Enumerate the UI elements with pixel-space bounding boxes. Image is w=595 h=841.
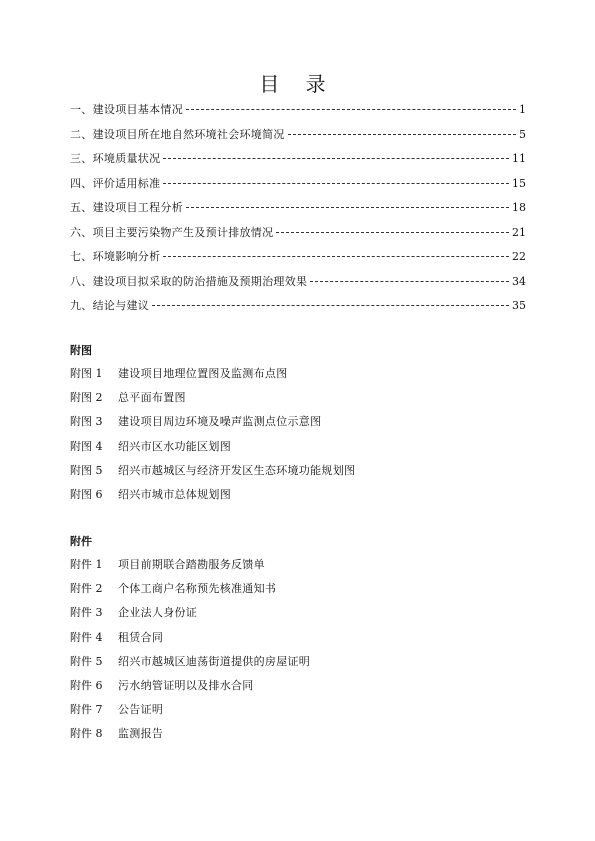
attachment-text: 企业法人身份证 [118,606,198,620]
toc-entry-text: 四、评价适用标准 [70,176,161,190]
toc-leader [152,305,509,306]
toc-entry[interactable] [70,98,526,123]
figure-label: 附图 5 [70,463,103,477]
list-item [70,553,526,577]
toc-entry-text: 一、建设项目基本情况 [70,103,183,116]
toc-entry-text: 九、结论与建议 [70,299,150,312]
attachment-text: 监测报告 [118,727,164,741]
attachment-text: 项目前期联合踏勘服务反馈单 [118,558,265,571]
toc-entry-text: 七、环境影响分析 [70,250,161,263]
attachments-heading: 附件 [70,535,92,548]
figure-label: 附图 6 [70,487,103,501]
table-of-contents [70,98,526,319]
figure-label: 附图 2 [70,391,103,405]
toc-entry-page: 5 [519,127,526,141]
toc-leader [163,158,509,159]
attachment-label: 附件 6 [70,678,103,692]
figure-text: 绍兴市城市总体规划图 [118,487,231,501]
toc-entry[interactable] [70,270,526,295]
toc-leader [310,281,509,282]
toc-entry[interactable] [70,294,526,319]
list-item [70,362,526,386]
toc-entry-text: 八、建设项目拟采取的防治措施及预期治理效果 [70,274,308,288]
list-item [70,626,526,650]
toc-leader [276,232,509,233]
list-item [70,435,526,459]
toc-entry[interactable] [70,147,526,172]
attachment-label: 附件 7 [70,703,103,717]
list-item [70,601,526,625]
attachment-label: 附件 1 [70,558,103,571]
toc-entry-text: 六、项目主要污染物产生及预计排放情况 [70,225,274,239]
figure-text: 建设项目地理位置图及监测布点图 [118,367,288,380]
toc-entry[interactable] [70,172,526,197]
attachment-text: 污水纳管证明以及排水合同 [118,678,254,692]
figure-label: 附图 3 [70,415,103,429]
attachment-label: 附件 4 [70,630,103,644]
figure-label: 附图 1 [70,367,103,380]
list-item [70,483,526,507]
toc-entry-text: 五、建设项目工程分析 [70,201,183,214]
list-item [70,722,526,746]
toc-leader [163,256,509,257]
toc-entry-page: 1 [519,103,526,116]
toc-leader [186,207,509,208]
attachment-text: 公告证明 [118,703,164,717]
toc-entry[interactable] [70,196,526,221]
toc-leader [186,109,516,110]
attachments-list [70,553,526,747]
toc-entry-page: 15 [512,176,526,190]
figure-label: 附图 4 [70,439,103,453]
toc-entry-page: 22 [512,250,526,263]
figure-text: 绍兴市区水功能区划图 [118,439,231,453]
toc-entry-page: 21 [512,225,526,239]
figures-heading: 附图 [70,344,92,357]
attachment-label: 附件 3 [70,606,103,620]
figure-text: 绍兴市越城区与经济开发区生态环境功能规划图 [118,463,356,477]
attachment-label: 附件 2 [70,582,103,596]
toc-leader [288,134,516,135]
list-item [70,674,526,698]
attachment-label: 附件 8 [70,727,103,741]
figure-text: 建设项目周边环境及噪声监测点位示意图 [118,415,322,429]
figures-list [70,362,526,507]
toc-entry[interactable] [70,123,526,148]
toc-entry[interactable] [70,221,526,246]
list-item [70,698,526,722]
attachment-label: 附件 5 [70,654,103,668]
list-item [70,459,526,483]
attachment-text: 租赁合同 [118,630,164,644]
toc-entry-page: 35 [512,299,526,312]
toc-entry[interactable] [70,245,526,270]
toc-entry-page: 34 [512,274,526,288]
list-item [70,650,526,674]
list-item [70,410,526,434]
attachment-text: 个体工商户名称预先核准通知书 [118,582,277,596]
toc-entry-page: 18 [512,201,526,214]
attachment-text: 绍兴市越城区迪荡街道提供的房屋证明 [118,654,311,668]
toc-entry-text: 三、环境质量状况 [70,152,161,165]
toc-entry-text: 二、建设项目所在地自然环境社会环境简况 [70,127,285,141]
toc-entry-page: 11 [512,152,526,165]
page-title: 目 录 [259,72,336,96]
list-item [70,577,526,601]
list-item [70,386,526,410]
toc-leader [163,183,509,184]
figure-text: 总平面布置图 [118,391,186,405]
